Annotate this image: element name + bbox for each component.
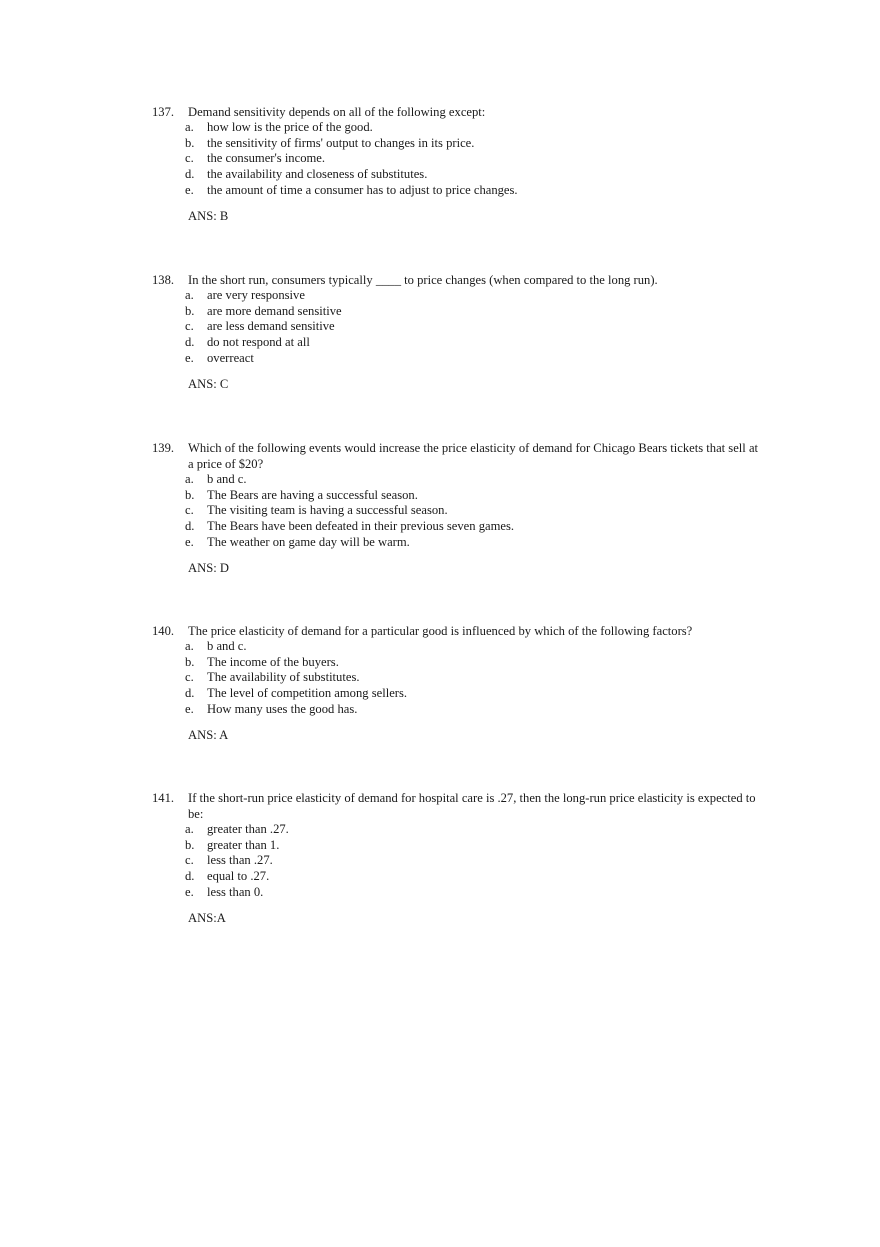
question-text: The price elasticity of demand for a particular good is influenced by which of the following factors? (188, 624, 693, 638)
option-text: The availability of substitutes. (207, 670, 360, 685)
option-letter: e. (185, 701, 194, 716)
option-text: less than 0. (207, 884, 264, 899)
option-letter: e. (185, 534, 194, 549)
option-a (152, 120, 762, 136)
question-text: In the short run, consumers typically ____ to price changes (when compared to the long run). (188, 273, 658, 287)
option-b (152, 136, 762, 152)
option-letter: e. (185, 182, 194, 197)
option-letter: e. (185, 350, 194, 365)
option-list (152, 822, 762, 900)
option-text: The Bears are having a successful season. (207, 487, 418, 502)
answer-key: ANS: B (188, 209, 229, 224)
option-text: b and c. (207, 639, 247, 653)
option-c (152, 853, 762, 869)
option-letter: b. (185, 303, 195, 318)
option-letter: c. (185, 853, 194, 868)
option-text: overreact (207, 350, 254, 365)
option-letter: b. (185, 135, 195, 150)
question-138 (152, 272, 762, 392)
question-text: Which of the following events would increase the price elasticity of demand for Chicago Bears tickets that sell at a price of $20? (188, 441, 759, 471)
question-stem (152, 272, 762, 288)
option-letter: c. (185, 670, 194, 685)
option-letter: b. (185, 837, 195, 852)
option-e (152, 702, 762, 718)
question-number: 139. (152, 441, 175, 455)
option-list (152, 288, 762, 366)
option-e (152, 885, 762, 901)
option-e (152, 183, 762, 199)
option-a (152, 822, 762, 838)
question-text: Demand sensitivity depends on all of the following except: (188, 105, 486, 119)
option-list (152, 472, 762, 550)
option-text: The level of competition among sellers. (207, 686, 408, 701)
option-d (152, 167, 762, 183)
option-letter: c. (185, 319, 194, 334)
option-d (152, 519, 762, 535)
option-text: The weather on game day will be warm. (207, 534, 410, 549)
option-letter: a. (185, 288, 194, 302)
option-letter: c. (185, 151, 194, 166)
option-letter: a. (185, 472, 194, 486)
option-text: The visiting team is having a successful season. (207, 503, 448, 518)
option-c (152, 319, 762, 335)
option-e (152, 535, 762, 551)
option-d (152, 869, 762, 885)
question-137 (152, 104, 762, 224)
option-a (152, 472, 762, 488)
option-text: are very responsive (207, 288, 305, 302)
option-text: greater than 1. (207, 837, 280, 852)
question-stem (152, 623, 762, 639)
option-a (152, 639, 762, 655)
option-letter: c. (185, 503, 194, 518)
option-letter: a. (185, 639, 194, 653)
option-text: the amount of time a consumer has to adjust to price changes. (207, 182, 518, 197)
option-letter: d. (185, 519, 195, 534)
question-number: 137. (152, 105, 175, 119)
option-letter: e. (185, 884, 194, 899)
option-b (152, 488, 762, 504)
question-139 (152, 440, 762, 576)
option-text: b and c. (207, 472, 247, 486)
question-stem (152, 790, 762, 822)
option-letter: d. (185, 686, 195, 701)
option-b (152, 655, 762, 671)
option-letter: a. (185, 120, 194, 134)
option-text: The Bears have been defeated in their previous seven games. (207, 519, 515, 534)
option-c (152, 503, 762, 519)
question-stem (152, 104, 762, 120)
option-text: are less demand sensitive (207, 319, 335, 334)
option-text: the consumer's income. (207, 151, 326, 166)
option-list (152, 120, 762, 198)
option-letter: b. (185, 654, 195, 669)
option-c (152, 670, 762, 686)
question-number: 140. (152, 624, 175, 638)
answer-key: ANS:A (188, 911, 226, 926)
question-text: If the short-run price elasticity of demand for hospital care is .27, then the long-run price elasticity is expected to be: (188, 791, 756, 821)
option-list (152, 639, 762, 717)
option-d (152, 686, 762, 702)
answer-key: ANS: C (188, 377, 229, 392)
option-e (152, 351, 762, 367)
option-letter: d. (185, 335, 195, 350)
option-b (152, 838, 762, 854)
option-text: are more demand sensitive (207, 303, 342, 318)
option-letter: b. (185, 487, 195, 502)
option-text: how low is the price of the good. (207, 120, 373, 134)
option-text: The income of the buyers. (207, 654, 339, 669)
option-text: greater than .27. (207, 822, 289, 836)
option-b (152, 304, 762, 320)
option-letter: d. (185, 167, 195, 182)
question-stem (152, 440, 762, 472)
answer-key: ANS: D (188, 561, 229, 576)
question-141 (152, 790, 762, 926)
option-a (152, 288, 762, 304)
option-text: do not respond at all (207, 335, 310, 350)
option-text: the sensitivity of firms' output to changes in its price. (207, 135, 475, 150)
option-text: less than .27. (207, 853, 273, 868)
answer-key: ANS: A (188, 728, 229, 743)
option-text: the availability and closeness of substitutes. (207, 167, 428, 182)
option-d (152, 335, 762, 351)
option-text: How many uses the good has. (207, 701, 358, 716)
question-140 (152, 623, 762, 743)
option-text: equal to .27. (207, 869, 270, 884)
option-c (152, 151, 762, 167)
question-number: 138. (152, 273, 175, 287)
question-number: 141. (152, 791, 175, 805)
option-letter: a. (185, 822, 194, 836)
option-letter: d. (185, 869, 195, 884)
